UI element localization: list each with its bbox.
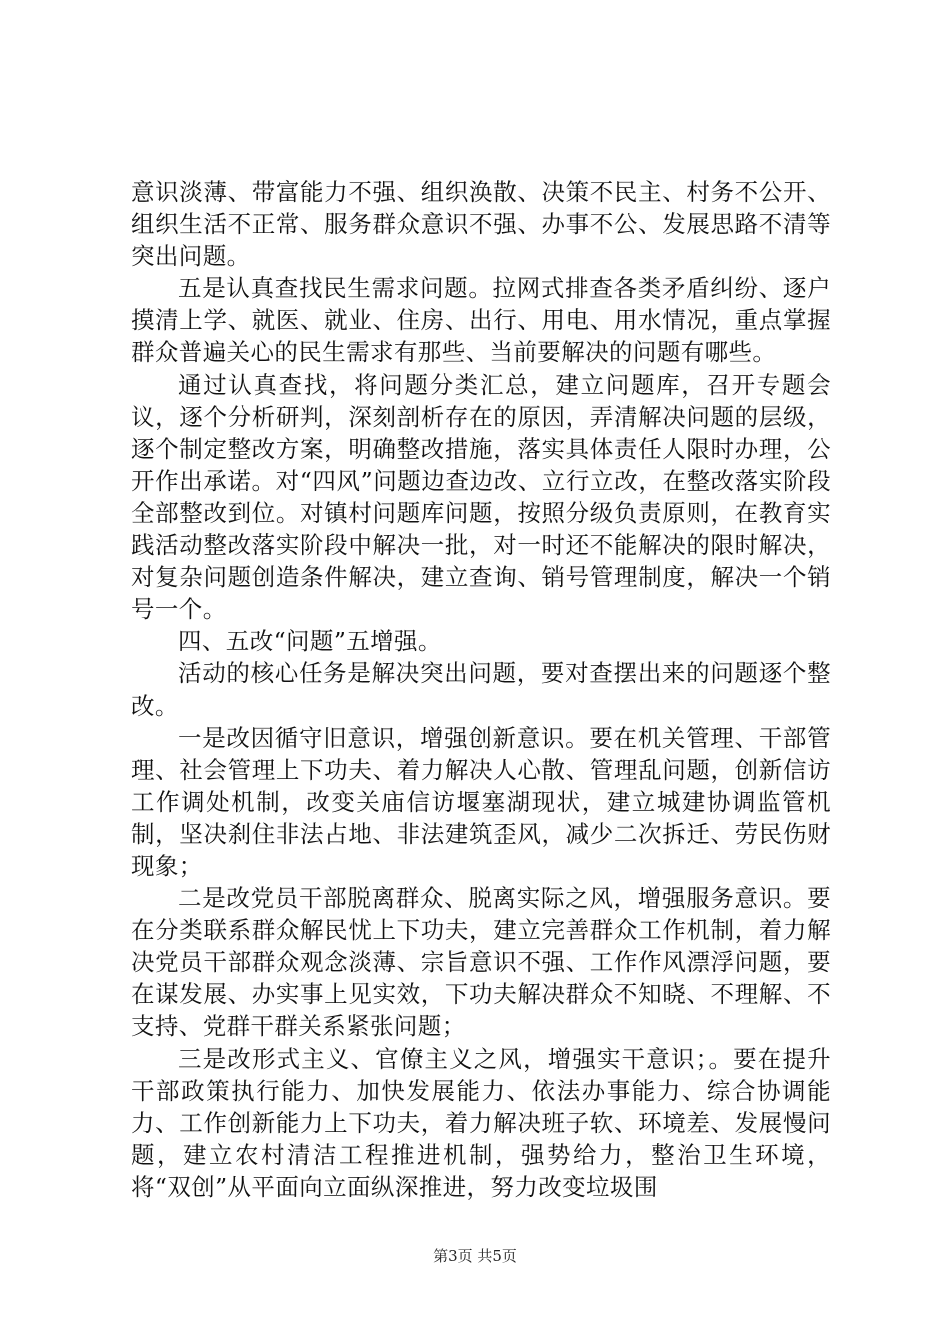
document-body [131,176,831,1203]
paragraph-continuation: 意识淡薄、带富能力不强、组织涣散、决策不民主、村务不公开、组织生活不正常、服务群众意识不强、办事不公、发展思路不清等突出问题。 [131,178,831,271]
section-heading: 四、五改“问题”五增强。 [178,627,442,656]
paragraph-summary: 通过认真查找，将问题分类汇总，建立问题库，召开专题会议，逐个分析研判，深刻剖析存在的原因，弄清解决问题的层级，逐个制定整改方案，明确整改措施，落实具体责任人限时办理，公开作出承诺。对“四风”问题边查边改、立行立改，在整改落实阶段全部整改到位。对镇村问题库问题，按照分级负责原则，在教育实践活动整改落实阶段中解决一批，对一时还不能解决的限时解决，对复杂问题创造条件解决，建立查询、销号管理制度，解决一个销号一个。 [131,370,831,624]
paragraph-item-five: 五是认真查找民生需求问题。拉网式排查各类矛盾纠纷、逐户摸清上学、就医、就业、住房、出行、用电、用水情况，重点掌握群众普遍关心的民生需求有那些、当前要解决的问题有哪些。 [131,274,831,367]
paragraph-item-three: 三是改形式主义、官僚主义之风，增强实干意识；。要在提升干部政策执行能力、加快发展能力、依法办事能力、综合协调能力、工作创新能力上下功夫，着力解决班子软、环境差、发展慢问题，建立农村清洁工程推进机制，强势给力，整治卫生环境，将“双创”从平面向立面纵深推进，努力改变垃圾围 [131,1044,831,1201]
paragraph-core-task: 活动的核心任务是解决突出问题，要对查摆出来的问题逐个整改。 [131,659,831,720]
paragraph-item-one: 一是改因循守旧意识，增强创新意识。要在机关管理、干部管理、社会管理上下功夫、着力解决人心散、管理乱问题，创新信访工作调处机制，改变关庙信访堰塞湖现状，建立城建协调监管机制，坚决刹住非法占地、非法建筑歪风，减少二次拆迁、劳民伤财现象； [131,723,831,880]
page-footer: 第3页 共5页 [433,1247,517,1265]
paragraph-item-two: 二是改党员干部脱离群众、脱离实际之风，增强服务意识。要在分类联系群众解民忧上下功夫，建立完善群众工作机制，着力解决党员干部群众观念淡薄、宗旨意识不强、工作作风漂浮问题，要在谋发展、办实事上见实效，下功夫解决群众不知晓、不理解、不支持、党群干群关系紧张问题； [131,884,831,1041]
